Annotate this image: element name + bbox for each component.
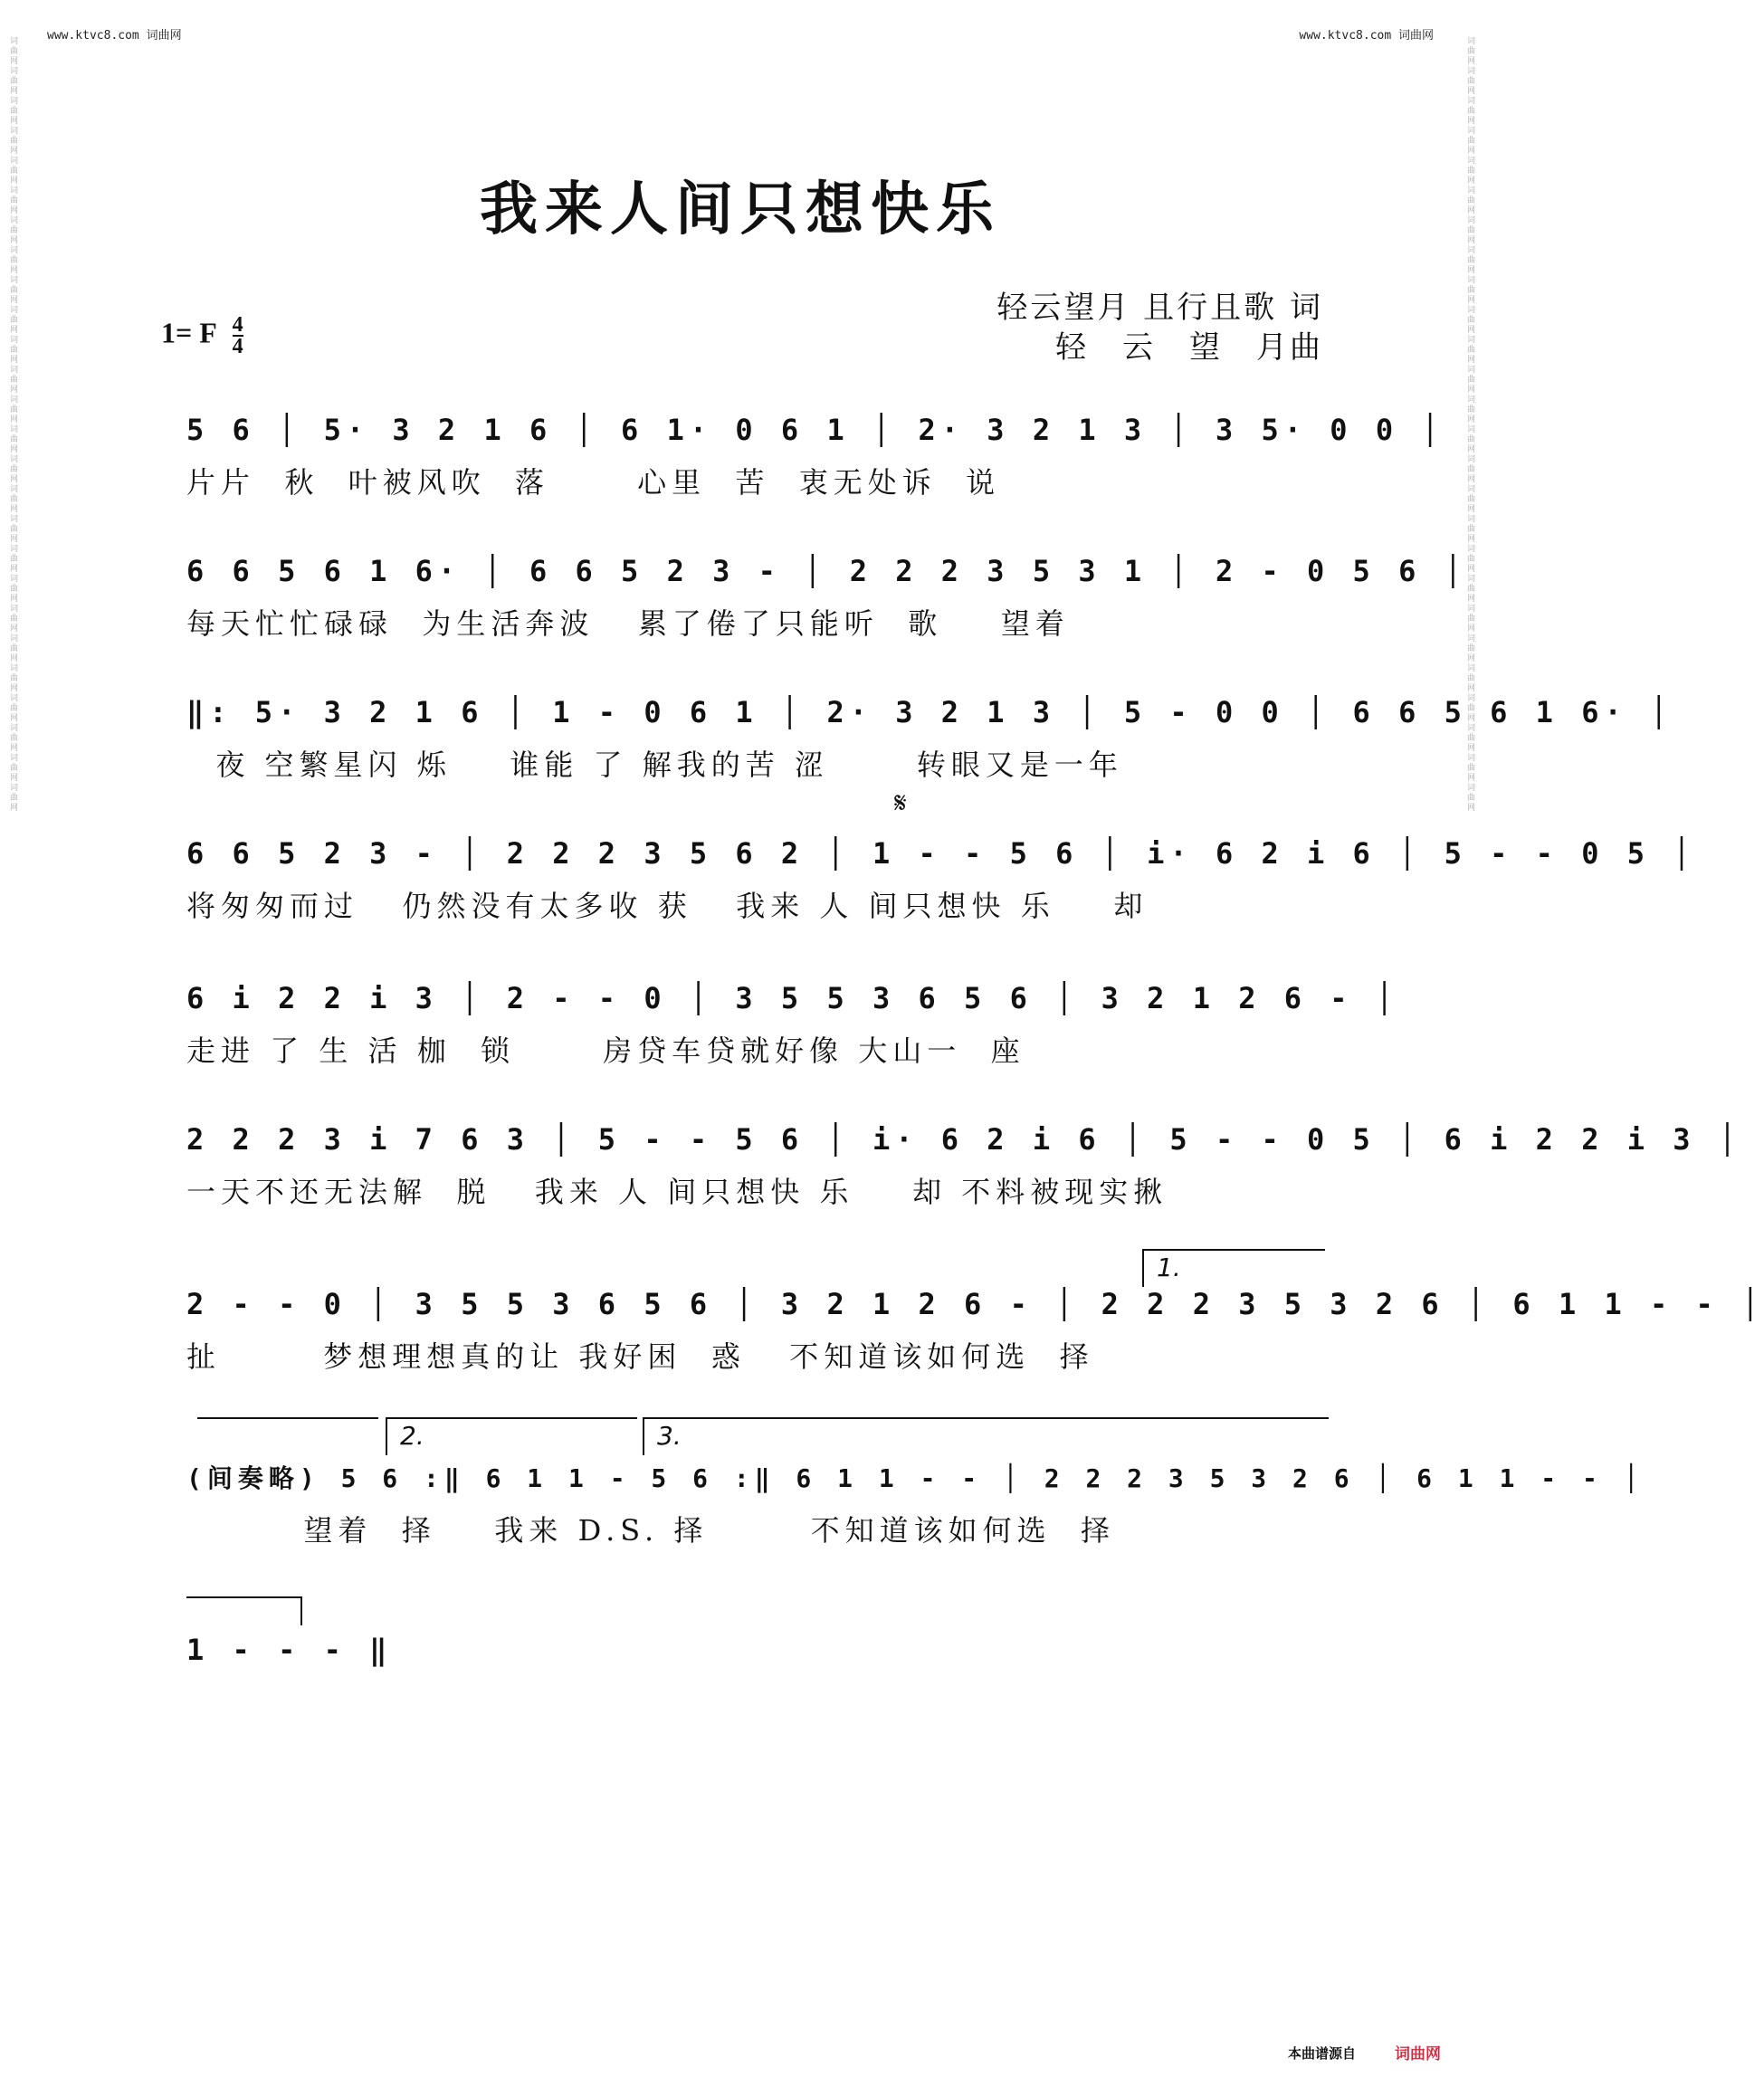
site-url-right: www.ktvc8.com 词曲网 [1299, 29, 1434, 43]
volta-2-label: 2. [400, 1421, 424, 1451]
notes-line: 6 6 5 6 1 6· │ 6 6 5 2 3 - │ 2 2 2 3 5 3 1 │ 2 - 0 5 6 │ [186, 554, 1467, 588]
notes-line: 5 6 │ 5· 3 2 1 6 │ 6 1· 0 6 1 │ 2· 3 2 1 3 │ 3 5· 0 0 │ [186, 413, 1445, 447]
footer-source-site[interactable]: 词曲网 [1395, 2045, 1441, 2063]
score-line-9 [186, 1633, 392, 1667]
lyricist-credit: 轻云望月 且行且歌 词 [996, 290, 1323, 326]
lyrics-line: 片片 秋 叶被风吹 落 心里 苦 衷无处诉 说 [186, 465, 1001, 500]
lyrics-line: 将匆匆而过 仍然没有太多收 获 我来 人 间只想快 乐 却 [186, 889, 1149, 923]
volta-line-top [197, 1417, 378, 1419]
lyrics-line: 走进 了 生 活 枷 锁 房贷车贷就好像 大山一 座 [186, 1034, 1025, 1068]
volta-3-bracket [643, 1417, 1329, 1455]
side-watermark-right: 词曲网词曲网词曲网词曲网词曲网词曲网词曲网词曲网词曲网词曲网词曲网词曲网词曲网词曲网词曲网词曲网词曲网词曲网词曲网词曲网词曲网词曲网词曲网词曲网词曲网词曲网 [1465, 36, 1474, 813]
volta-1-bracket [1142, 1249, 1325, 1287]
score-line-3 [186, 695, 1673, 784]
side-watermark-left: 词曲网词曲网词曲网词曲网词曲网词曲网词曲网词曲网词曲网词曲网词曲网词曲网词曲网词曲网词曲网词曲网词曲网词曲网词曲网词曲网词曲网词曲网词曲网词曲网词曲网词曲网 [8, 36, 17, 813]
final-bracket [186, 1596, 302, 1625]
time-bottom: 4 [232, 335, 243, 358]
notes-line: 6 6 5 2 3 - │ 2 2 2 3 5 6 2 │ 1 - - 5 6 │ i· 6 2 i 6 │ 5 - - 0 5 │ [186, 836, 1696, 871]
score-line-2 [186, 554, 1467, 643]
notes-line: ‖: 5· 3 2 1 6 │ 1 - 0 6 1 │ 2· 3 2 1 3 │ 5 - 0 0 │ 6 6 5 6 1 6· │ [186, 695, 1673, 729]
score-line-8 [186, 1459, 1645, 1549]
lyrics-line: 扯 梦想理想真的让 我好困 惑 不知道该如何选 择 [186, 1339, 1094, 1374]
volta-1-label: 1. [1157, 1253, 1181, 1282]
score-line-6 [186, 1122, 1741, 1211]
lyrics-line: 一天不还无法解 脱 我来 人 间只想快 乐 却 不料被现实揪 [186, 1175, 1168, 1209]
site-url-left: www.ktvc8.com 词曲网 [47, 29, 182, 43]
score-line-5 [186, 981, 1398, 1070]
score-line-1 [186, 413, 1445, 501]
segno-marker: 𝄋 [894, 786, 907, 820]
score-line-7 [186, 1287, 1764, 1376]
lyrics-line: 望着 择 我来 D.S. 择 不知道该如何选 择 [186, 1513, 1115, 1548]
key-label: 1= F [161, 316, 216, 349]
notes-line: 6 i 2 2 i 3 │ 2 - - 0 │ 3 5 5 3 6 5 6 │ 3 2 1 2 6 - │ [186, 981, 1399, 1015]
volta-2-bracket [386, 1417, 637, 1455]
composer-credit: 轻 云 望 月曲 [1055, 329, 1323, 366]
lyrics-line: 夜 空繁星闪 烁 谁能 了 解我的苦 涩 转眼又是一年 [186, 748, 1123, 782]
notes-line: 2 - - 0 │ 3 5 5 3 6 5 6 │ 3 2 1 2 6 - │ 2 2 2 3 5 3 2 6 │ 6 1 1 - - │ [186, 1287, 1764, 1321]
score-line-4 [186, 836, 1696, 925]
footer-source-label: 本曲谱源自 [1287, 2045, 1356, 2062]
notes-line: (间奏略) 5 6 :‖ 6 1 1 - 5 6 :‖ 6 1 1 - - │ 2 2 2 3 5 3 2 6 │ 6 1 1 - - │ [186, 1463, 1645, 1493]
notes-line: 2 2 2 3 i 7 6 3 │ 5 - - 5 6 │ i· 6 2 i 6 │ 5 - - 0 5 │ 6 i 2 2 i 3 │ [186, 1122, 1742, 1157]
volta-3-label: 3. [657, 1421, 682, 1451]
key-signature [161, 315, 243, 357]
time-signature [233, 315, 243, 357]
time-top: 4 [232, 313, 243, 337]
notes-line: 1 - - - ‖ [186, 1633, 393, 1667]
page-title: 我来人间只想快乐 [480, 176, 1001, 243]
lyrics-line: 每天忙忙碌碌 为生活奔波 累了倦了只能听 歌 望着 [186, 606, 1070, 641]
